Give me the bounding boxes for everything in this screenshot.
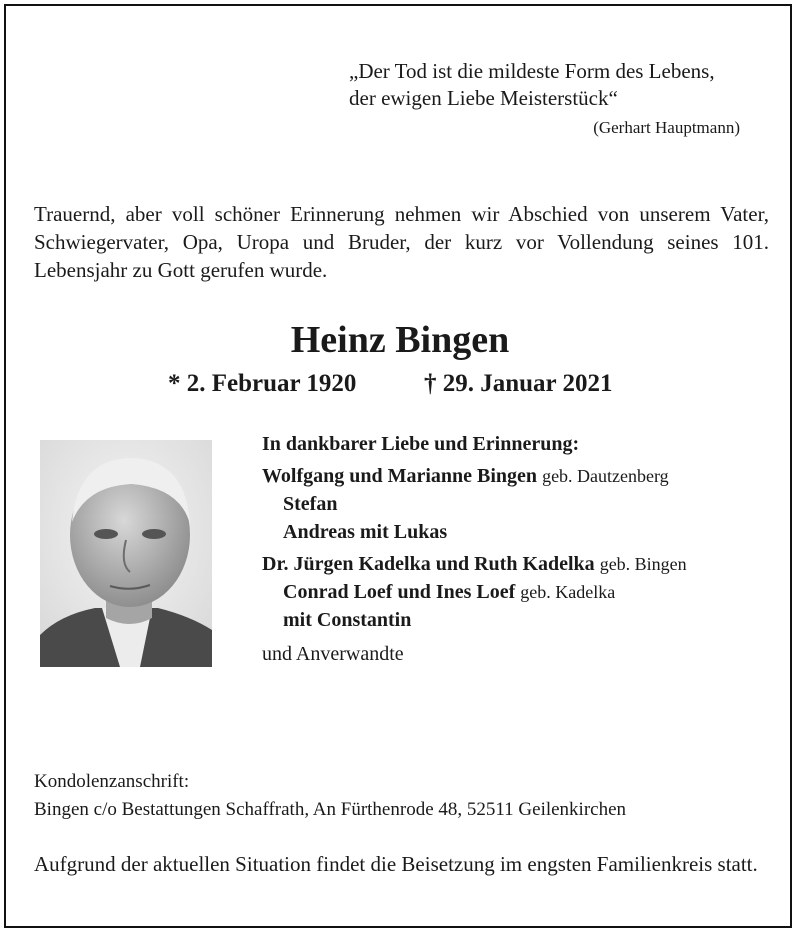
mourner-family-2: [262, 550, 687, 578]
burial-notice: Aufgrund der aktuellen Situation findet die Beisetzung im engsten Familienkreis statt.: [34, 852, 758, 876]
mourner-family-1: [262, 462, 687, 490]
condolence-address: [34, 768, 626, 824]
portrait-photo: [40, 440, 212, 667]
quote-line-1: „Der Tod ist die mildeste Form des Lebens,: [349, 59, 715, 83]
birth-date: * 2. Februar 1920: [168, 370, 357, 397]
quote-author: (Gerhart Hauptmann): [593, 118, 740, 137]
family-1-names: Wolfgang und Marianne Bingen: [262, 465, 538, 487]
grandchild-family: [262, 578, 687, 606]
deceased-name: Heinz Bingen: [290, 319, 510, 361]
quote: [349, 58, 715, 112]
grandchild-birth-name: geb. Kadelka: [520, 582, 616, 602]
grandchild-stefan: Stefan: [283, 493, 338, 515]
condolence-label: Kondolenzanschrift:: [34, 771, 190, 792]
death-date: † 29. Januar 2021: [424, 370, 613, 397]
family-1-birth-name: geb. Dautzenberg: [542, 466, 669, 486]
great-grandchild: mit Constantin: [283, 609, 412, 631]
quote-line-2: der ewigen Liebe Meisterstück“: [349, 86, 618, 110]
mourners-heading: In dankbarer Liebe und Erinnerung:: [262, 433, 580, 455]
grandchild-names: Conrad Loef und Ines Loef: [283, 581, 516, 603]
family-2-names: Dr. Jürgen Kadelka und Ruth Kadelka: [262, 553, 595, 575]
condolence-address-line: Bingen c/o Bestattungen Schaffrath, An Fürthenrode 48, 52511 Geilenkirchen: [34, 799, 627, 820]
family-2-birth-name: geb. Bingen: [599, 554, 687, 574]
intro-text: Trauernd, aber voll schöner Erinnerung nehmen wir Abschied von unserem Vater, Schwiegervater, Opa, Uropa und Bruder, der kurz vor Vollendung seines 101. Lebensjahr zu Gott gerufen wurde.: [34, 202, 769, 282]
mourners-list: [262, 430, 687, 668]
relatives: und Anverwandte: [262, 643, 404, 665]
grandchild-andreas: Andreas mit Lukas: [283, 521, 448, 543]
